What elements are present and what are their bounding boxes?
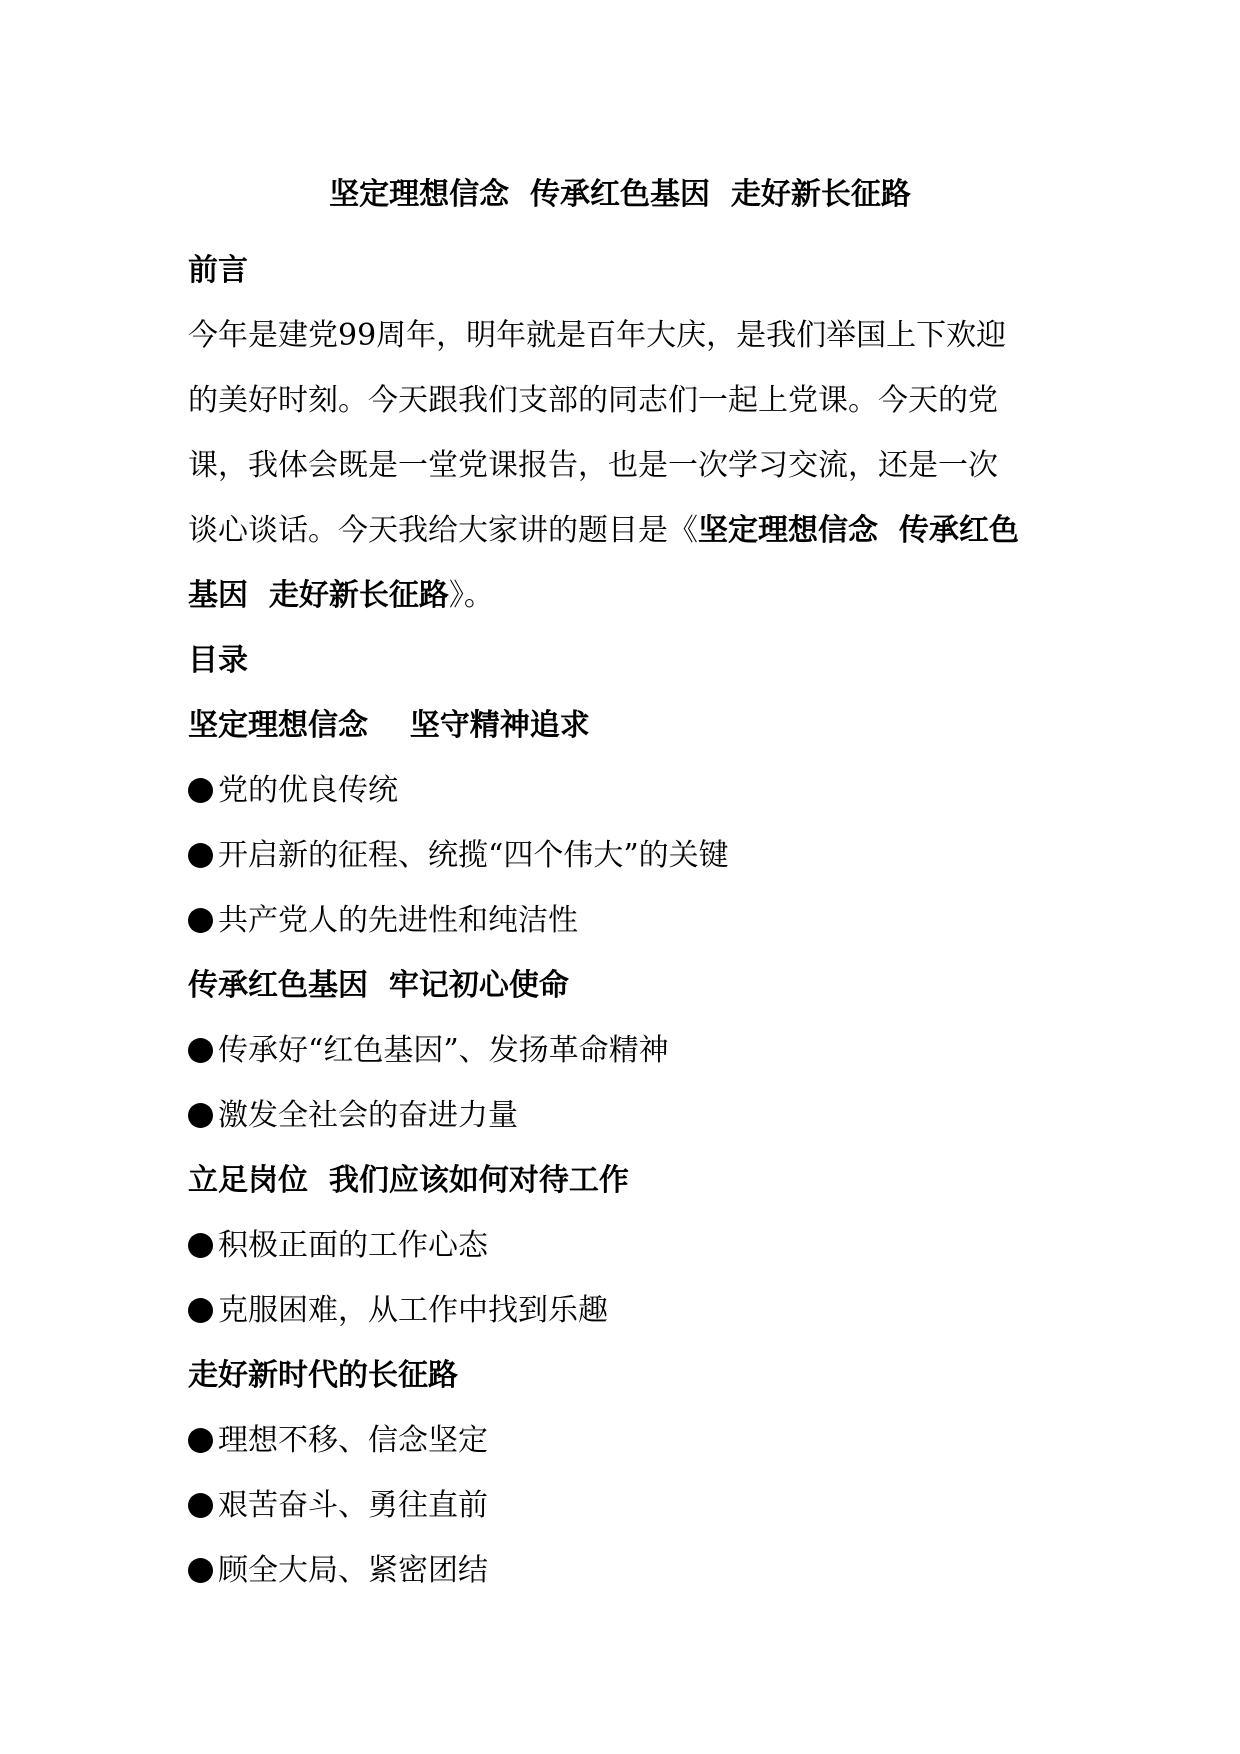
document-body bbox=[188, 238, 1058, 1603]
bullet-icon bbox=[188, 1233, 213, 1258]
section-heading-1: 坚定理想信念 坚守精神追求 bbox=[188, 708, 590, 743]
list-item-text: 党的优良传统 bbox=[218, 773, 398, 808]
list-item bbox=[188, 1018, 1058, 1083]
list-item bbox=[188, 888, 1058, 953]
list-item-text: 共产党人的先进性和纯洁性 bbox=[218, 903, 578, 938]
section-heading-3: 立足岗位 我们应该如何对待工作 bbox=[188, 1163, 629, 1198]
bullet-icon bbox=[188, 1493, 213, 1518]
list-item bbox=[188, 1538, 1058, 1603]
list-item bbox=[188, 1473, 1058, 1538]
bullet-icon bbox=[188, 843, 213, 868]
foreword-line-2: 的美好时刻。今天跟我们支部的同志们一起上党课。今天的党 bbox=[188, 383, 998, 418]
section-heading-4: 走好新时代的长征路 bbox=[188, 1358, 458, 1393]
document-title: 坚定理想信念 传承红色基因 走好新长征路 bbox=[329, 177, 911, 212]
list-item bbox=[188, 1278, 1058, 1343]
list-item-text: 理想不移、信念坚定 bbox=[218, 1423, 488, 1458]
foreword-line-1: 今年是建党99周年，明年就是百年大庆，是我们举国上下欢迎 bbox=[188, 318, 1007, 353]
foreword-line-5-text: 》。 bbox=[448, 578, 494, 613]
bullet-icon bbox=[188, 778, 213, 803]
toc-heading: 目录 bbox=[188, 643, 248, 678]
list-item-text: 积极正面的工作心态 bbox=[218, 1228, 488, 1263]
foreword-heading: 前言 bbox=[188, 253, 248, 288]
foreword-topic-part-2: 基因 走好新长征路 bbox=[188, 578, 449, 613]
foreword-line-3: 课，我体会既是一堂党课报告，也是一次学习交流，还是一次 bbox=[188, 448, 998, 483]
bullet-icon bbox=[188, 1038, 213, 1063]
list-item-text: 顾全大局、紧密团结 bbox=[218, 1553, 488, 1588]
bullet-icon bbox=[188, 1298, 213, 1323]
bullet-icon bbox=[188, 1103, 213, 1128]
list-item-text: 激发全社会的奋进力量 bbox=[218, 1098, 518, 1133]
list-item-text: 克服困难，从工作中找到乐趣 bbox=[218, 1293, 608, 1328]
bullet-icon bbox=[188, 1558, 213, 1583]
foreword-line-4 bbox=[188, 498, 1058, 563]
section-heading-2: 传承红色基因 牢记初心使命 bbox=[188, 968, 569, 1003]
list-item bbox=[188, 1083, 1058, 1148]
bullet-icon bbox=[188, 908, 213, 933]
list-item bbox=[188, 1213, 1058, 1278]
list-item-text: 传承好“红色基因”、发扬革命精神 bbox=[218, 1033, 669, 1068]
list-item bbox=[188, 1408, 1058, 1473]
list-item-text: 开启新的征程、统揽“四个伟大”的关键 bbox=[218, 838, 729, 873]
foreword-topic-part-1: 坚定理想信念 传承红色 bbox=[698, 513, 1019, 548]
list-item bbox=[188, 758, 1058, 823]
list-item-text: 艰苦奋斗、勇往直前 bbox=[218, 1488, 488, 1523]
bullet-icon bbox=[188, 1428, 213, 1453]
foreword-line-5 bbox=[188, 563, 1058, 628]
foreword-line-4-text: 谈心谈话。今天我给大家讲的题目是《 bbox=[188, 513, 698, 548]
list-item bbox=[188, 823, 1058, 888]
